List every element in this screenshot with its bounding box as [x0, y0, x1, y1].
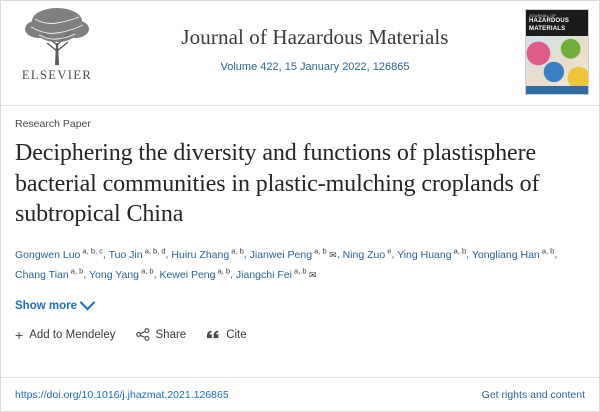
- article-content: [1, 106, 599, 342]
- author-entry[interactable]: [342, 246, 392, 261]
- author-separator: ,: [466, 248, 472, 261]
- author-name[interactable]: Jiangchi Fei: [235, 268, 292, 281]
- author-separator: ,: [391, 248, 398, 261]
- author-entry[interactable]: [108, 246, 166, 261]
- cite-label: Cite: [226, 328, 247, 341]
- article-footer: [1, 377, 599, 411]
- cite-button[interactable]: [206, 328, 246, 341]
- corresponding-author-envelope-icon[interactable]: ✉: [306, 269, 317, 280]
- journal-cover-thumbnail[interactable]: [525, 9, 589, 95]
- author-affiliation-marker: a, b: [539, 246, 555, 256]
- author-separator: ,: [230, 268, 236, 281]
- share-label: Share: [155, 328, 187, 341]
- author-affiliation-marker: a, b: [291, 266, 307, 276]
- author-entry[interactable]: [235, 266, 317, 281]
- journal-issue[interactable]: Volume 422, 15 January 2022, 126865: [220, 61, 410, 73]
- add-to-mendeley-label: Add to Mendeley: [29, 328, 116, 341]
- author-entry[interactable]: [171, 246, 244, 261]
- share-button[interactable]: [136, 328, 187, 341]
- cover-title-band: [526, 10, 588, 36]
- author-name[interactable]: Ning Zuo: [342, 248, 386, 261]
- author-separator: ,: [83, 268, 89, 281]
- author-entry[interactable]: [88, 266, 154, 281]
- journal-info: [105, 1, 525, 73]
- article-type-label: Research Paper: [15, 118, 91, 130]
- author-separator: ,: [554, 248, 558, 261]
- author-name[interactable]: Chang Tian: [15, 268, 69, 281]
- plus-icon: +: [15, 326, 24, 343]
- elsevier-tree-icon: [21, 5, 93, 67]
- share-icon: [136, 328, 150, 341]
- author-name[interactable]: Yong Yang: [88, 268, 139, 281]
- doi-link[interactable]: https://doi.org/10.1016/j.jhazmat.2021.126865: [15, 388, 229, 401]
- journal-title[interactable]: Journal of Hazardous Materials: [181, 25, 449, 49]
- author-separator: ,: [165, 248, 172, 261]
- quote-icon: [206, 328, 220, 341]
- get-rights-and-content-link[interactable]: Get rights and content: [481, 388, 585, 401]
- cover-line-2: HAZARDOUS: [529, 18, 570, 24]
- author-affiliation-marker: a, b: [139, 266, 154, 276]
- author-affiliation-marker: a, b: [68, 266, 84, 276]
- author-affiliation-marker: a, b, d: [142, 246, 166, 256]
- cover-bottom-band: [526, 86, 588, 94]
- page-title: Deciphering the diversity and functions of plastisphere bacterial communities in plastic-mulching croplands of subtropical China: [15, 140, 540, 228]
- author-separator: ,: [102, 248, 109, 261]
- author-separator: ,: [243, 248, 250, 261]
- author-name[interactable]: Kewei Peng: [159, 268, 216, 281]
- journal-masthead: [1, 1, 599, 106]
- corresponding-author-envelope-icon[interactable]: ✉: [326, 249, 337, 260]
- author-affiliation-marker: a, b: [451, 246, 467, 256]
- author-name[interactable]: Gongwen Luo: [15, 248, 81, 261]
- author-affiliation-marker: a, b: [312, 246, 327, 256]
- author-name[interactable]: Yongliang Han: [471, 248, 540, 261]
- article-actions: [15, 328, 585, 342]
- author-entry[interactable]: [15, 246, 103, 261]
- author-affiliation-marker: a, b, c: [80, 246, 103, 256]
- author-name[interactable]: Ying Huang: [397, 248, 452, 261]
- chevron-down-icon: [80, 295, 96, 311]
- author-entry[interactable]: [249, 246, 337, 261]
- elsevier-logo[interactable]: [9, 5, 105, 83]
- cover-line-1: JOURNAL OF: [529, 13, 557, 18]
- show-more-button[interactable]: [15, 300, 93, 312]
- elsevier-wordmark: ELSEVIER: [21, 68, 93, 82]
- author-affiliation-marker: e: [385, 246, 392, 256]
- cover-line-3: MATERIALS: [529, 25, 566, 32]
- author-name[interactable]: Huiru Zhang: [171, 248, 230, 261]
- author-separator: ,: [336, 248, 343, 261]
- author-affiliation-marker: a, b: [229, 246, 244, 256]
- author-name[interactable]: Tuo Jin: [108, 248, 143, 261]
- author-affiliation-marker: a, b: [215, 266, 231, 276]
- author-entry[interactable]: [471, 246, 558, 261]
- author-entry[interactable]: [397, 246, 467, 261]
- add-to-mendeley-button[interactable]: [15, 328, 116, 342]
- author-separator: ,: [153, 268, 160, 281]
- author-entry[interactable]: [15, 266, 84, 281]
- show-more-label: Show more: [15, 299, 77, 312]
- author-name[interactable]: Jianwei Peng: [249, 248, 313, 261]
- author-list: [15, 244, 585, 284]
- author-entry[interactable]: [159, 266, 231, 281]
